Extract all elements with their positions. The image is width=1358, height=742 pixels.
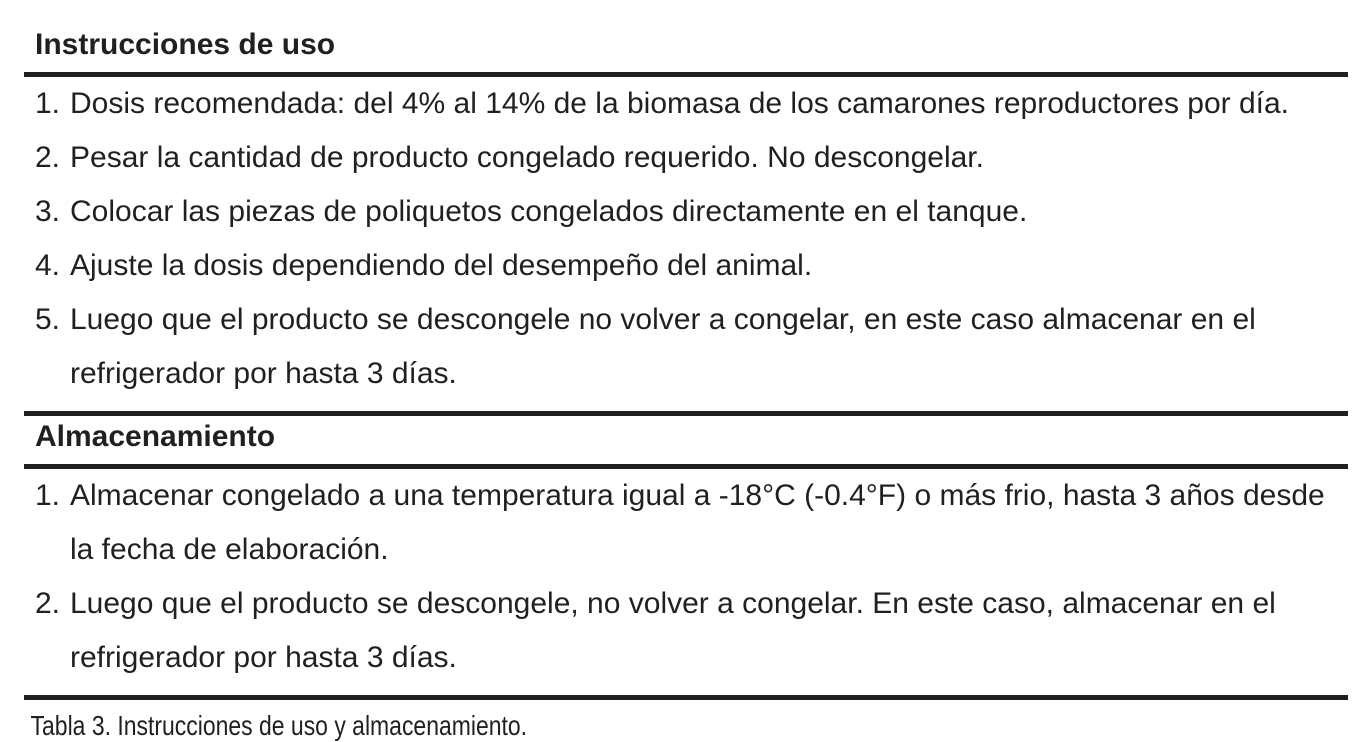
list-item — [24, 239, 1348, 293]
list-item — [24, 577, 1348, 685]
item-number: 1. — [35, 87, 61, 120]
caption-label: Tabla 3. — [30, 710, 111, 741]
item-text: Luego que el producto se descongele, no volver a congelar. En este caso, almacenar en el refrigerador por hasta 3 días. — [70, 587, 1276, 674]
section-heading-usage: Instrucciones de uso — [35, 28, 336, 61]
list-item — [24, 131, 1348, 185]
section-heading-storage: Almacenamiento — [35, 420, 276, 453]
list-item — [24, 77, 1348, 131]
list-item — [24, 293, 1348, 401]
item-number: 2. — [35, 587, 61, 620]
item-text: Almacenar congelado a una temperatura igual a -18°C (-0.4°F) o más frio, hasta 3 años desde la fecha de elaboración. — [70, 479, 1325, 566]
usage-instructions-list — [24, 77, 1348, 401]
storage-instructions-list — [24, 469, 1348, 685]
item-number: 5. — [35, 303, 61, 336]
table-caption — [24, 710, 1110, 742]
item-text: Dosis recomendada: del 4% al 14% de la biomasa de los camarones reproductores por día. — [70, 87, 1290, 120]
list-item — [24, 185, 1348, 239]
item-number: 4. — [35, 249, 61, 282]
instructions-table — [24, 0, 1348, 742]
item-text: Pesar la cantidad de producto congelado requerido. No descongelar. — [70, 141, 984, 174]
caption-text: Instrucciones de uso y almacenamiento. — [110, 710, 528, 741]
item-text: Colocar las piezas de poliquetos congelados directamente en el tanque. — [70, 195, 1028, 228]
item-text: Ajuste la dosis dependiendo del desempeño del animal. — [70, 249, 813, 282]
list-item — [24, 469, 1348, 577]
item-text: Luego que el producto se descongele no volver a congelar, en este caso almacenar en el refrigerador por hasta 3 días. — [70, 303, 1256, 390]
item-number: 2. — [35, 141, 61, 174]
item-number: 3. — [35, 195, 61, 228]
item-number: 1. — [35, 479, 61, 512]
